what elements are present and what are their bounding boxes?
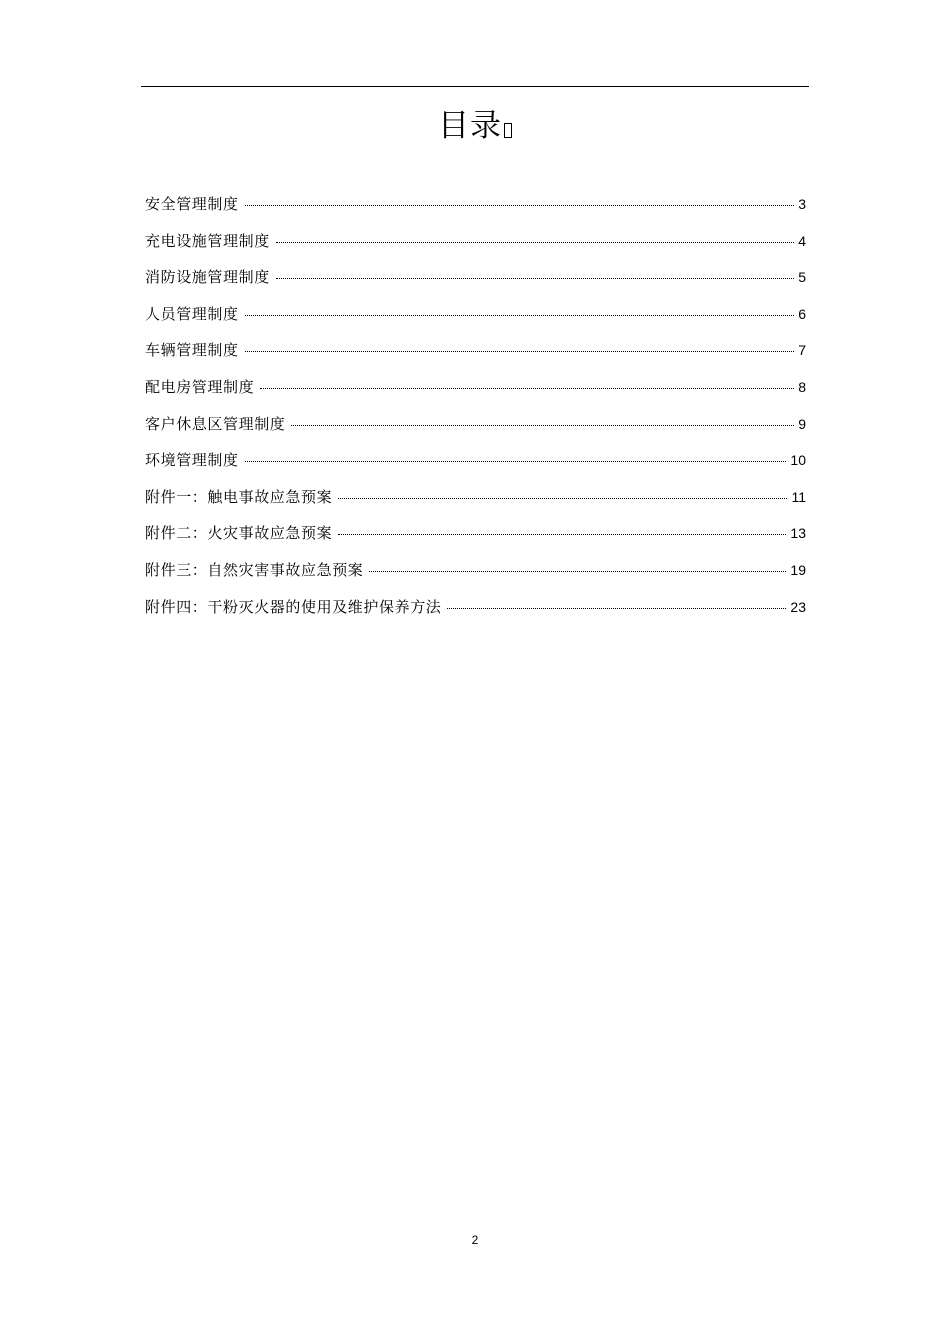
toc-entry[interactable]	[145, 229, 806, 266]
toc-leader	[276, 278, 794, 279]
toc-entry-label: 车辆管理制度	[145, 341, 239, 360]
toc-title	[0, 106, 950, 146]
placeholder-glyph-icon	[504, 123, 512, 138]
toc-leader	[291, 425, 794, 426]
toc-entry-label: 客户休息区管理制度	[145, 414, 286, 433]
toc-entry[interactable]	[145, 192, 806, 229]
toc-entry[interactable]	[145, 448, 806, 485]
toc-entry[interactable]	[145, 412, 806, 449]
toc-entry-label: 消防设施管理制度	[145, 268, 270, 287]
toc-entry-page: 6	[798, 305, 806, 322]
toc-entry-page: 3	[798, 196, 806, 212]
toc-entry-page: 23	[790, 598, 806, 615]
toc-entry-page: 11	[791, 488, 806, 505]
toc-leader	[338, 534, 786, 535]
toc-leader	[245, 315, 795, 316]
toc-entry-label: 配电房管理制度	[145, 377, 255, 396]
toc-leader	[447, 608, 786, 609]
toc-entry-label: 附件二：火灾事故应急预案	[145, 524, 333, 543]
toc-leader	[369, 571, 786, 572]
toc-leader	[245, 351, 795, 352]
toc-entry-page: 19	[790, 561, 806, 578]
toc-entry[interactable]	[145, 558, 806, 595]
toc-title-text: 目录	[438, 108, 502, 144]
toc-entry-label: 人员管理制度	[145, 304, 239, 323]
toc-entry-page: 7	[798, 342, 806, 359]
toc-entry-page: 13	[790, 525, 806, 542]
toc-entry[interactable]	[145, 265, 806, 302]
toc-entry[interactable]	[145, 375, 806, 412]
toc-entry-label: 安全管理制度	[145, 195, 239, 213]
toc-entry-page: 10	[790, 452, 806, 469]
header-rule	[141, 86, 809, 87]
toc-entry[interactable]	[145, 338, 806, 375]
toc-entry-label: 附件四：干粉灭火器的使用及维护保养方法	[145, 597, 442, 616]
toc-entry-page: 9	[798, 415, 806, 432]
toc-leader	[245, 461, 787, 462]
toc-leader	[260, 388, 794, 389]
table-of-contents	[145, 192, 806, 631]
toc-entry-label: 附件三：自然灾害事故应急预案	[145, 560, 364, 579]
toc-leader	[338, 498, 787, 499]
toc-entry[interactable]	[145, 521, 806, 558]
toc-entry-label: 环境管理制度	[145, 451, 239, 470]
toc-entry[interactable]	[145, 595, 806, 632]
toc-leader	[245, 205, 795, 206]
toc-entry-label: 充电设施管理制度	[145, 231, 270, 250]
toc-entry-page: 4	[798, 232, 806, 249]
toc-entry[interactable]	[145, 302, 806, 339]
toc-leader	[276, 242, 794, 243]
toc-entry-page: 8	[798, 378, 806, 395]
toc-entry[interactable]	[145, 485, 806, 522]
toc-entry-page: 5	[798, 269, 806, 286]
page-number: 2	[471, 1233, 479, 1247]
toc-entry-label: 附件一：触电事故应急预案	[145, 487, 333, 506]
